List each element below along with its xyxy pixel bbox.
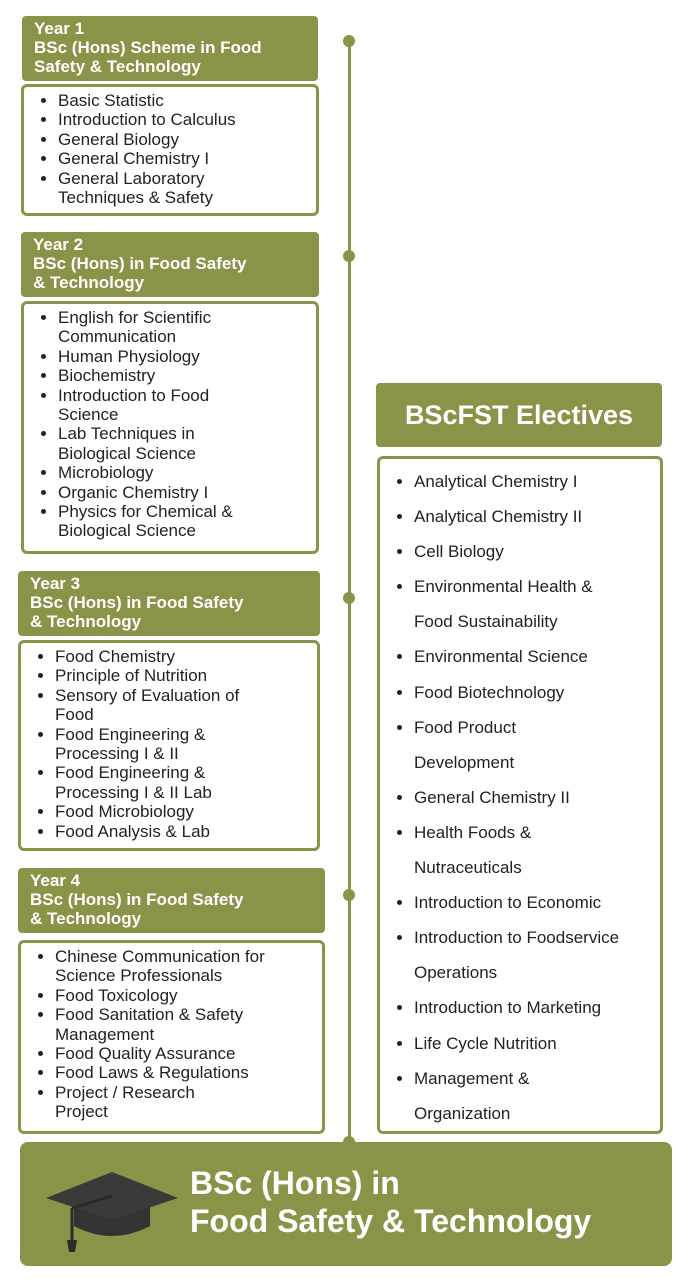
elective-item: • Management & Organization [414,1061,574,1131]
course-item: • Food Analysis & Lab [55,822,309,841]
year-label: Year 2 [33,235,84,254]
timeline-dot [343,250,355,262]
program-line: BSc (Hons) Scheme in Food [34,38,262,57]
course-item: • Physics for Chemical & Biological Science [58,502,273,541]
course-item: • Food Laws & Regulations [55,1063,314,1082]
year-1-header [22,16,318,81]
electives-list [377,456,663,1134]
course-item: • Chinese Communication for Science Professionals [55,947,290,986]
program-line: BSc (Hons) in Food Safety [30,593,244,612]
elective-item: • Cell Biology [414,534,660,569]
course-item: • Biochemistry [58,366,308,385]
banner-title [190,1164,591,1240]
program-line: BSc (Hons) in Food Safety [33,254,247,273]
course-item: • General Biology [58,130,308,149]
program-line: & Technology [30,612,142,631]
course-item: • Human Physiology [58,347,308,366]
graduation-cap-icon [42,1164,182,1254]
course-item: • Food Microbiology [55,802,309,821]
banner-title-line: BSc (Hons) in [190,1165,400,1201]
course-item: • Food Engineering & Processing I & II Lab [55,763,245,802]
course-item: • Introduction to Food Science [58,386,258,425]
course-item: • Microbiology [58,463,308,482]
year-label: Year 3 [30,574,81,593]
course-item: • Food Chemistry [55,647,309,666]
timeline-dot [343,35,355,47]
elective-item: • Introduction to Economic [414,885,660,920]
course-item: • General Laboratory Techniques & Safety [58,169,248,208]
electives-title: BScFST Electives [404,399,634,430]
course-item: • Project / Research Project [55,1083,215,1122]
year-1-courses [21,84,319,216]
course-item: • Lab Techniques in Biological Science [58,424,238,463]
year-label: Year 4 [30,871,81,890]
course-item: • Organic Chemistry I [58,483,308,502]
banner-title-line: Food Safety & Technology [190,1203,592,1239]
elective-item: • Analytical Chemistry II [414,499,660,534]
elective-item: • General Chemistry II [414,780,660,815]
elective-item: • Life Cycle Nutrition [414,1026,660,1061]
program-line: & Technology [33,273,145,292]
elective-item: • Food Biotechnology [414,675,660,710]
course-item: • Food Quality Assurance [55,1044,314,1063]
timeline-dot [343,889,355,901]
course-item: • Food Toxicology [55,986,314,1005]
timeline-dot [343,592,355,604]
program-line: & Technology [30,909,142,928]
year-2-courses [21,301,319,554]
course-item: • English for Scientific Communication [58,308,258,347]
elective-item: • Environmental Health & Food Sustainability [414,569,624,639]
elective-item: • Introduction to Foodservice Operations [414,920,629,990]
course-item: • General Chemistry I [58,149,308,168]
year-label: Year 1 [34,19,85,38]
year-4-header [18,868,325,933]
year-4-courses [18,940,325,1134]
course-item: • Introduction to Calculus [58,110,308,129]
program-banner [20,1142,672,1266]
course-item: • Sensory of Evaluation of Food [55,686,280,725]
year-2-header [21,232,319,297]
year-3-courses [18,640,320,851]
elective-item: • Food Product Development [414,710,574,780]
course-item: • Food Engineering & Processing I & II [55,725,245,764]
year-3-header [18,571,320,636]
elective-item: • Introduction to Marketing [414,990,660,1025]
program-line: Safety & Technology [34,57,201,76]
electives-header [376,383,662,447]
elective-item: • Health Foods & Nutraceuticals [414,815,574,885]
program-line: BSc (Hons) in Food Safety [30,890,244,909]
elective-item: • Environmental Science [414,639,660,674]
course-item: • Food Sanitation & Safety Management [55,1005,290,1044]
course-item: • Principle of Nutrition [55,666,309,685]
elective-item: • Analytical Chemistry I [414,464,660,499]
course-item: • Basic Statistic [58,91,308,110]
